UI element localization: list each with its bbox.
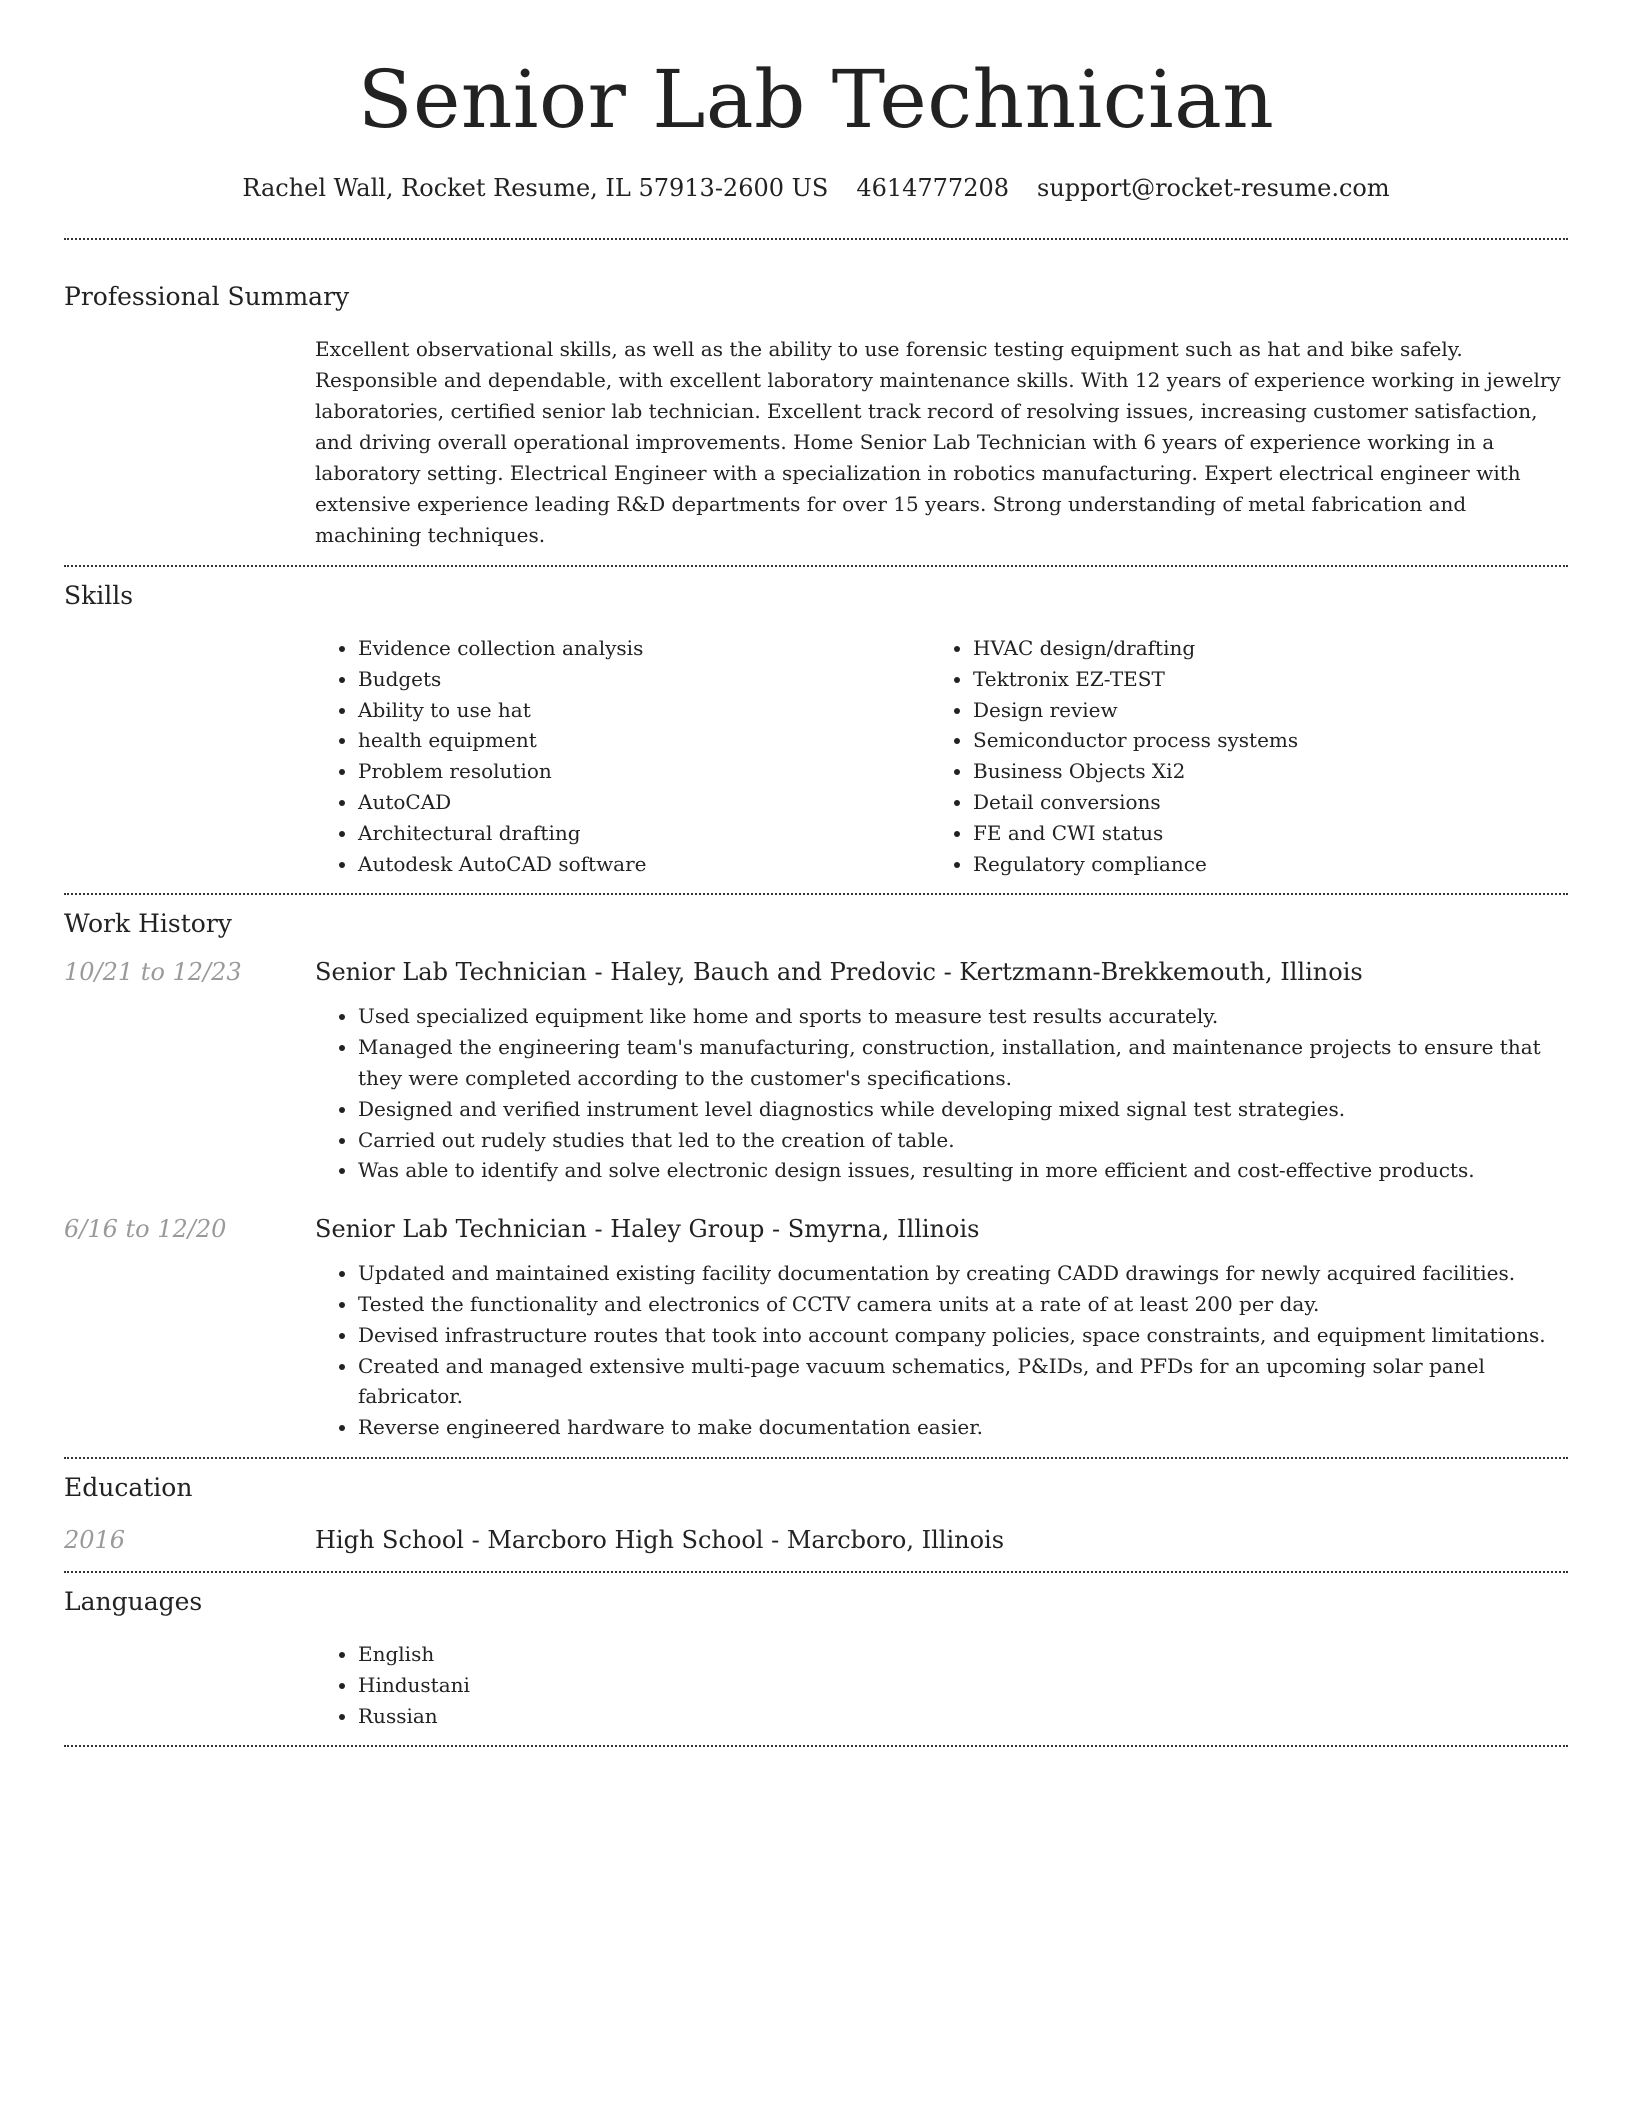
job-heading: Senior Lab Technician - Haley, Bauch and Predovic - Kertzmann-Brekkemouth, Illinois bbox=[315, 958, 1363, 987]
list-item: • FE and CWI status bbox=[973, 818, 1545, 849]
list-item: • Used specialized equipment like home and sports to measure test results accurately. bbox=[358, 1001, 1568, 1032]
list-item: • Carried out rudely studies that led to the creation of table. bbox=[358, 1125, 1568, 1156]
education-section bbox=[64, 1459, 1568, 1571]
divider bbox=[64, 1745, 1568, 1747]
languages-section bbox=[64, 1573, 1568, 1745]
list-item: • Architectural drafting bbox=[358, 818, 930, 849]
list-item: • Semiconductor process systems bbox=[973, 725, 1545, 756]
skills-left-list bbox=[315, 633, 930, 879]
summary-section bbox=[64, 240, 1568, 565]
list-item: • HVAC design/drafting bbox=[973, 633, 1545, 664]
list-item: • Reverse engineered hardware to make documentation easier. bbox=[358, 1412, 1568, 1443]
job-date: 10/21 to 12/23 bbox=[64, 958, 242, 987]
list-item: • English bbox=[358, 1639, 1568, 1670]
list-item: • Managed the engineering team's manufacturing, construction, installation, and maintenance projects to ensure that they were completed according to the customer's specifications. bbox=[358, 1032, 1568, 1094]
job-bullets bbox=[315, 1258, 1568, 1443]
skills-section bbox=[64, 567, 1568, 893]
list-item: • Tektronix EZ-TEST bbox=[973, 664, 1545, 695]
list-item: • Detail conversions bbox=[973, 787, 1545, 818]
list-item: • Updated and maintained existing facility documentation by creating CADD drawings for newly acquired facilities. bbox=[358, 1258, 1568, 1289]
list-item: • Business Objects Xi2 bbox=[973, 756, 1545, 787]
contact-email: support@rocket-resume.com bbox=[1037, 174, 1390, 202]
resume-title: Senior Lab Technician bbox=[357, 53, 1275, 146]
languages-list bbox=[315, 1639, 1568, 1731]
list-item: • Design review bbox=[973, 695, 1545, 726]
job-bullets bbox=[315, 1001, 1568, 1186]
list-item: • Was able to identify and solve electronic design issues, resulting in more efficient and cost-effective products. bbox=[358, 1155, 1568, 1186]
education-title: Education bbox=[64, 1472, 193, 1502]
contact-phone: 4614777208 bbox=[856, 174, 1010, 202]
job-entry bbox=[64, 955, 1568, 1186]
list-item: • Autodesk AutoCAD software bbox=[358, 849, 930, 880]
contact-address: Rachel Wall, Rocket Resume, IL 57913-2600 US bbox=[242, 174, 829, 202]
summary-title: Professional Summary bbox=[64, 282, 350, 311]
list-item: • Created and managed extensive multi-page vacuum schematics, P&IDs, and PFDs for an upcoming solar panel fabricator. bbox=[358, 1351, 1568, 1413]
languages-title: Languages bbox=[64, 1586, 203, 1616]
list-item: • Evidence collection analysis bbox=[358, 633, 930, 664]
job-date: 6/16 to 12/20 bbox=[64, 1215, 227, 1244]
education-date: 2016 bbox=[64, 1525, 126, 1554]
list-item: • Ability to use hat bbox=[358, 695, 930, 726]
resume-page bbox=[64, 0, 1568, 1747]
contact-line bbox=[64, 172, 1568, 204]
work-section bbox=[64, 895, 1568, 1457]
list-item: • Budgets bbox=[358, 664, 930, 695]
skills-title: Skills bbox=[64, 581, 134, 610]
list-item: • Tested the functionality and electronics of CCTV camera units at a rate of at least 200 per day. bbox=[358, 1289, 1568, 1320]
list-item: • health equipment bbox=[358, 725, 930, 756]
skills-right-list bbox=[930, 633, 1545, 879]
job-heading: Senior Lab Technician - Haley Group - Smyrna, Illinois bbox=[315, 1215, 980, 1244]
job-entry bbox=[64, 1212, 1568, 1443]
list-item: • Designed and verified instrument level diagnostics while developing mixed signal test strategies. bbox=[358, 1094, 1568, 1125]
list-item: • AutoCAD bbox=[358, 787, 930, 818]
skills-columns bbox=[315, 633, 1568, 879]
work-title: Work History bbox=[64, 909, 232, 939]
education-heading: High School - Marcboro High School - Marcboro, Illinois bbox=[315, 1525, 1005, 1554]
summary-text: Excellent observational skills, as well as the ability to use forensic testing equipment such as hat and bike safely. Responsible and dependable, with excellent laboratory maintenance skills. With 12 years of experience working in jewelry laboratories, certified senior lab technician. Excellent track record of resolving issues, increasing customer satisfaction, and driving overall operational improvements. Home Senior Lab Technician with 6 years of experience working in a laboratory setting. Electrical Engineer with a specialization in robotics manufacturing. Expert electrical engineer with extensive experience leading R&D departments for over 15 years. Strong understanding of metal fabrication and machining techniques. bbox=[315, 337, 1561, 547]
list-item: • Regulatory compliance bbox=[973, 849, 1545, 880]
list-item: • Russian bbox=[358, 1701, 1568, 1732]
education-entry bbox=[64, 1523, 1568, 1557]
list-item: • Problem resolution bbox=[358, 756, 930, 787]
list-item: • Hindustani bbox=[358, 1670, 1568, 1701]
list-item: • Devised infrastructure routes that took into account company policies, space constraints, and equipment limitations. bbox=[358, 1320, 1568, 1351]
